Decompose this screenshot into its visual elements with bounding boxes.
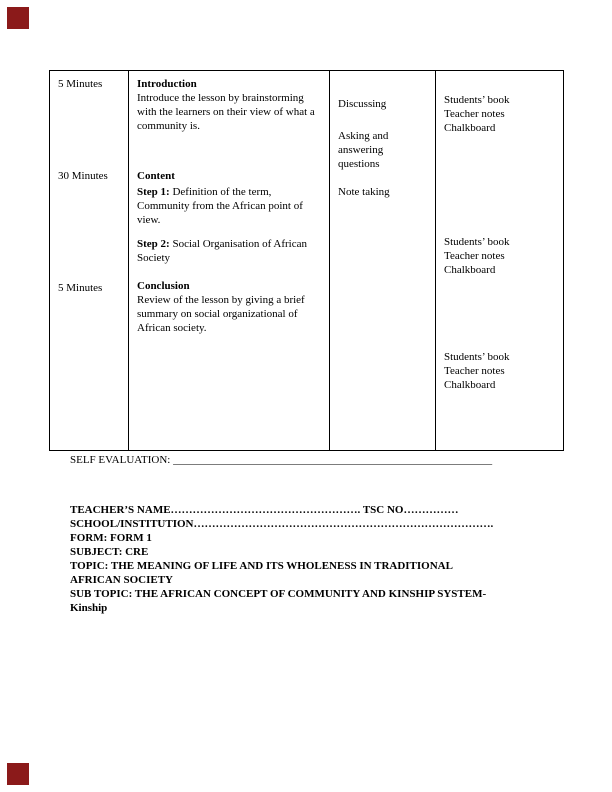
resource-item: Students’ book: [444, 94, 510, 106]
self-evaluation-blank: __________________________________________________________: [173, 454, 493, 466]
kinship-line: Kinship: [70, 602, 108, 614]
resource-item: Teacher notes: [444, 108, 505, 120]
step2-paragraph: [137, 237, 321, 265]
time-entry-content: 30 Minutes: [58, 170, 108, 182]
time-entry-conclusion: 5 Minutes: [58, 282, 103, 294]
topic-line-2: AFRICAN SOCIETY: [70, 574, 173, 586]
time-column: [50, 71, 128, 450]
teacher-name-line: TEACHER’S NAME……………………………………………. TSC NO……………: [70, 504, 459, 516]
form-line: FORM: FORM 1: [70, 532, 152, 544]
resource-item: Students’ book: [444, 351, 510, 363]
resource-item: Teacher notes: [444, 250, 505, 262]
step2-label: Step 2:: [137, 238, 170, 250]
step1-text: Definition of the term, Community from the African point of view.: [137, 186, 303, 226]
conclusion-text: Review of the lesson by giving a brief summary on social organizational of African society.: [137, 294, 305, 334]
self-evaluation-line: [70, 453, 492, 467]
content-heading: Content: [137, 170, 175, 182]
page-corner-marker-top: [7, 7, 29, 29]
step1-label: Step 1:: [137, 186, 170, 198]
resource-item: Chalkboard: [444, 379, 496, 391]
conclusion-heading: Conclusion: [137, 280, 190, 292]
subtopic-line: SUB TOPIC: THE AFRICAN CONCEPT OF COMMUNITY AND KINSHIP SYSTEM-: [70, 588, 487, 600]
school-institution-line: SCHOOL/INSTITUTION……………………………………………………………………….: [70, 518, 494, 530]
lesson-content-column: [128, 71, 329, 450]
activity-note-taking: Note taking: [338, 186, 390, 198]
topic-line-1: TOPIC: THE MEANING OF LIFE AND ITS WHOLENESS IN TRADITIONAL: [70, 560, 453, 572]
introduction-text: Introduce the lesson by brainstorming with the learners on their view of what a community is.: [137, 92, 315, 132]
resource-item: Chalkboard: [444, 122, 496, 134]
resources-block-2: [444, 235, 555, 277]
lesson-details-section: [70, 503, 570, 615]
subject-line: SUBJECT: CRE: [70, 546, 149, 558]
resource-item: Teacher notes: [444, 365, 505, 377]
resources-block-1: [444, 93, 555, 135]
activity-questions: Asking and answering questions: [338, 130, 389, 170]
lesson-plan-table: [49, 70, 564, 451]
resources-column: [435, 71, 563, 450]
time-entry-intro: 5 Minutes: [58, 78, 103, 90]
step2-text: Social Organisation of African Society: [137, 238, 307, 264]
page-corner-marker-bottom: [7, 763, 29, 785]
learning-activities-column: [329, 71, 435, 450]
resource-item: Chalkboard: [444, 264, 496, 276]
resources-block-3: [444, 350, 555, 392]
introduction-heading: Introduction: [137, 78, 197, 90]
self-evaluation-label: SELF EVALUATION:: [70, 454, 171, 466]
activity-discussing: Discussing: [338, 98, 387, 110]
step1-paragraph: [137, 185, 321, 227]
resource-item: Students’ book: [444, 236, 510, 248]
